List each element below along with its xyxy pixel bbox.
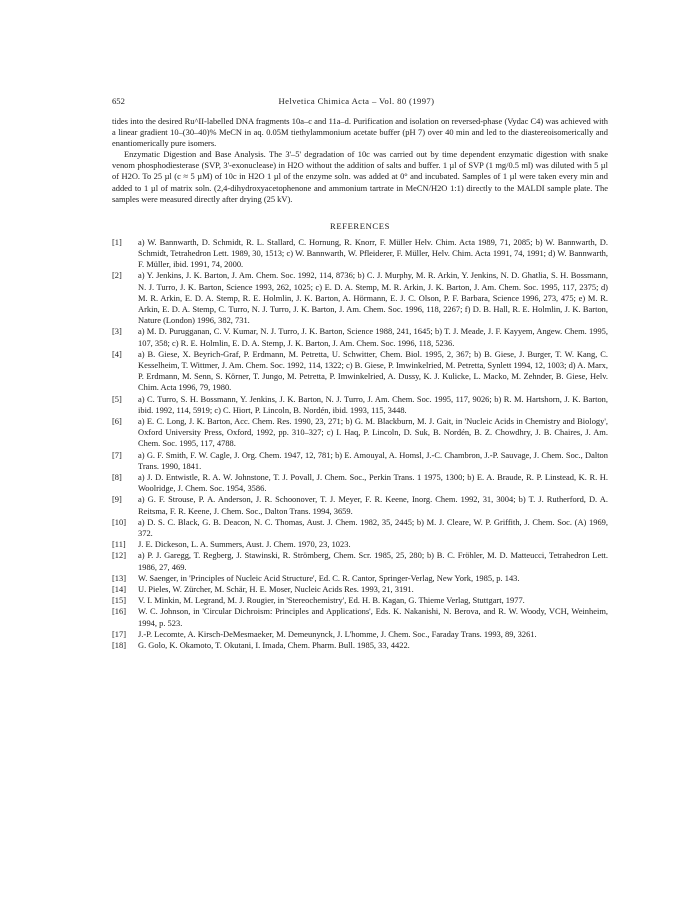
reference-number: [14] bbox=[112, 584, 127, 595]
reference-text: G. Golo, K. Okamoto, T. Okutani, I. Imada, Chem. Pharm. Bull. 1985, 33, 4422. bbox=[138, 640, 410, 651]
reference-number: [9] bbox=[112, 494, 122, 505]
reference-text: a) M. D. Purugganan, C. V. Kumar, N. J. Turro, J. K. Barton, Science 1988, 241, 1645; b) T. J. Meade, J. F. Kayyem, Angew. Chem. 1995, 107, 358; c) R. E. Holmlin, E. D. A. Stemp, J. K. Barton, J. Am. Chem. Soc. 1996, 118, 5236. bbox=[138, 326, 608, 348]
reference-item bbox=[112, 270, 608, 326]
paragraph: Enzymatic Digestion and Base Analysis. The 3'–5' degradation of 10c was carried out by time dependent enzymatic digestion with snake venom phosphodiesterase (SVP, 3'-exonuclease) in H2O without the addition of salts and buffer. 1 µl of SVP (1 mg/0.5 ml) was diluted with 5 µl of H2O. To 25 µl (c ≈ 5 µM) of 10c in H2O 1 µl of the enzyme soln. was added at 0° and incubated. Samples of 1 µl were taken every min and added to 1 µl of matrix soln. (2,4-dihydroxyacetophenone and ammonium tartrate in MeCN/H2O 1:1) directly to the MALDI sample plate. The samples were measured directly after drying (25 kV). bbox=[112, 149, 608, 204]
reference-item bbox=[112, 416, 608, 450]
reference-text: a) D. S. C. Black, G. B. Deacon, N. C. Thomas, Aust. J. Chem. 1982, 35, 2445; b) M. J. Cleare, W. P. Griffith, J. Chem. Soc. (A) 1969, 372. bbox=[138, 516, 608, 539]
reference-number: [6] bbox=[112, 416, 122, 426]
reference-text: a) E. C. Long, J. K. Barton, Acc. Chem. Res. 1990, 23, 271; b) G. M. Blackburn, M. J. Gait, in 'Nucleic Acids in Chemistry and Biology', Oxford University Press, Oxford, 1992, pp. 310–327; c) I. Haq, P. Lincoln, D. Suk, B. Nordén, B. Z. Chowdhry, J. B. Chaires, J. Am. Chem. Soc. 1995, 117, 4788. bbox=[138, 416, 608, 449]
reference-number: [17] bbox=[112, 628, 127, 639]
reference-number: [5] bbox=[112, 393, 122, 404]
reference-text: a) Y. Jenkins, J. K. Barton, J. Am. Chem. Soc. 1992, 114, 8736; b) C. J. Murphy, M. R. Arkin, Y. Jenkins, N. D. Ghatlia, S. H. Bossmann, N. J. Turro, J. K. Barton, Science 1993, 262, 1025; c) E. D. A. Stemp, M. R. Arkin, J. K. Barton, J. Am. Chem. Soc. 1995, 117, 2375; d) M. R. Arkin, E. D. A. Stemp, R. E. Holmlin, J. K. Barton, A. Hörmann, E. J. C. Olson, P. F. Barbara, Science 1996, 273, 475; e) M. R. Arkin, E. D. A. Stemp, C. Turro, N. J. Turro, J. K. Barton, J. Am. Chem. Soc. 1996, 118, 2267; f) D. B. Hall, R. E. Holmlin, J. K. Barton, Nature (London) 1996, 382, 731. bbox=[138, 270, 608, 326]
journal-title: Helvetica Chimica Acta – Vol. 80 (1997) bbox=[278, 96, 435, 106]
reference-text: a) P. J. Garegg, T. Regberg, J. Stawinski, R. Strömberg, Chem. Scr. 1985, 25, 280; b) B. C. Fröhler, M. D. Matteucci, Tetrahedron Lett. 1986, 27, 469. bbox=[138, 550, 608, 572]
reference-item bbox=[112, 640, 608, 651]
body-text bbox=[112, 116, 608, 205]
reference-number: [4] bbox=[112, 348, 122, 359]
reference-number: [12] bbox=[112, 550, 127, 561]
reference-number: [11] bbox=[112, 539, 126, 550]
reference-number: [2] bbox=[112, 270, 122, 281]
page bbox=[112, 96, 608, 651]
reference-item bbox=[112, 450, 608, 472]
reference-number: [1] bbox=[112, 236, 122, 247]
reference-item bbox=[112, 472, 608, 494]
running-header bbox=[112, 96, 608, 110]
reference-text: a) B. Giese, X. Beyrich-Graf, P. Erdmann, M. Petretta, U. Schwitter, Chem. Biol. 1995, 2, 367; b) B. Giese, J. Burger, T. W. Kang, C. Kesselheim, T. Wittmer, J. Am. Chem. Soc. 1992, 114, 1322; c) B. Giese, P. Imwinkelried, M. Petretta, Synlett 1994, 12, 1003; d) A. Marx, P. Erdmann, M. Senn, S. Körner, T. Jungo, M. Petretta, P. Imwinkelried, A. Dussy, K. J. Kulicke, L. Macko, M. Zehnder, B. Giese, Helv. Chim. Acta 1996, 79, 1980. bbox=[138, 348, 608, 393]
reference-item bbox=[112, 606, 608, 628]
reference-number: [7] bbox=[112, 449, 122, 460]
reference-text: a) J. D. Entwistle, R. A. W. Johnstone, T. J. Povall, J. Chem. Soc., Perkin Trans. 1 1975, 1300; b) E. A. Braude, R. P. Linstead, K. R. H. Woolridge, J. Chem. Soc. 1954, 3586. bbox=[138, 472, 608, 494]
reference-number: [15] bbox=[112, 595, 127, 606]
page-number: 652 bbox=[112, 96, 125, 106]
reference-text: a) G. F. Strouse, P. A. Anderson, J. R. Schoonover, T. J. Meyer, F. R. Keene, Inorg. Chem. 1992, 31, 3004; b) T. J. Rutherford, D. A. Reitsma, F. R. Keene, J. Chem. Soc., Dalton Trans. 1994, 3659. bbox=[138, 494, 608, 516]
reference-text: a) W. Bannwarth, D. Schmidt, R. L. Stallard, C. Hornung, R. Knorr, F. Müller Helv. Chim. Acta 1989, 71, 2085; b) W. Bannwarth, D. Schmidt, Tetrahedron Lett. 1989, 30, 1513; c) W. Bannwarth, W. Pfleiderer, F. Müller, Helv. Chim. Acta 1991, 74, 1991; d) W. Bannwarth, F. Müller, ibid. 1991, 74, 2000. bbox=[138, 236, 608, 270]
reference-item bbox=[112, 629, 608, 640]
reference-item bbox=[112, 595, 608, 606]
reference-item bbox=[112, 539, 608, 550]
reference-item bbox=[112, 326, 608, 348]
reference-item bbox=[112, 517, 608, 539]
reference-text: V. I. Minkin, M. Legrand, M. J. Rougier, in 'Stereochemistry', Ed. H. B. Kagan, G. Thieme Verlag, Stuttgart, 1977. bbox=[138, 595, 525, 606]
reference-text: a) C. Turro, S. H. Bossmann, Y. Jenkins, J. K. Barton, N. J. Turro, J. Am. Chem. Soc. 1995, 117, 9026; b) R. M. Hartshorn, J. K. Barton, ibid. 1992, 114, 5919; c) C. Hiort, P. Lincoln, B. Nordén, ibid. 1993, 115, 3448. bbox=[138, 393, 608, 415]
reference-number: [18] bbox=[112, 640, 127, 651]
reference-item bbox=[112, 550, 608, 572]
reference-item bbox=[112, 494, 608, 516]
reference-number: [16] bbox=[112, 606, 127, 617]
reference-text: J.-P. Lecomte, A. Kirsch-DeMesmaeker, M. Demeunynck, J. L'homme, J. Chem. Soc., Faraday Trans. 1993, 89, 3261. bbox=[138, 628, 537, 639]
reference-number: [8] bbox=[112, 472, 122, 483]
reference-item bbox=[112, 573, 608, 584]
reference-item bbox=[112, 237, 608, 271]
reference-item bbox=[112, 394, 608, 416]
reference-text: W. Saenger, in 'Principles of Nucleic Acid Structure', Ed. C. R. Cantor, Springer-Verlag, New York, 1985, p. 143. bbox=[138, 572, 520, 583]
reference-text: W. C. Johnson, in 'Circular Dichroism: Principles and Applications', Eds. K. Nakanishi, N. Berova, and R. W. Woody, VCH, Weinheim, 1994, p. 523. bbox=[138, 606, 608, 628]
paragraph: tides into the desired Ru^II-labelled DNA fragments 10a–c and 11a–d. Purification and isolation on reversed-phase (Vydac C4) was achieved with a linear gradient 10–(30–40)% MeCN in aq. 0.05M tiethylammonium acetate buffer (pH 7) over 40 min and led to the diastereoisomerically and enantiomerically pure isomers. bbox=[112, 116, 608, 149]
reference-text: J. E. Dickeson, L. A. Summers, Aust. J. Chem. 1970, 23, 1023. bbox=[138, 539, 351, 550]
reference-number: [3] bbox=[112, 326, 122, 337]
reference-item bbox=[112, 349, 608, 394]
reference-number: [13] bbox=[112, 572, 127, 583]
references-list bbox=[112, 237, 608, 652]
reference-text: U. Pieles, W. Zürcher, M. Schär, H. E. Moser, Nucleic Acids Res. 1993, 21, 3191. bbox=[138, 584, 414, 595]
reference-item bbox=[112, 584, 608, 595]
reference-text: a) G. F. Smith, F. W. Cagle, J. Org. Chem. 1947, 12, 781; b) E. Amouyal, A. Homsl, J.-C. Chambron, J.-P. Sauvage, J. Chem. Soc., Dalton Trans. 1990, 1841. bbox=[138, 449, 608, 471]
reference-number: [10] bbox=[112, 516, 127, 527]
references-heading: REFERENCES bbox=[330, 220, 390, 231]
